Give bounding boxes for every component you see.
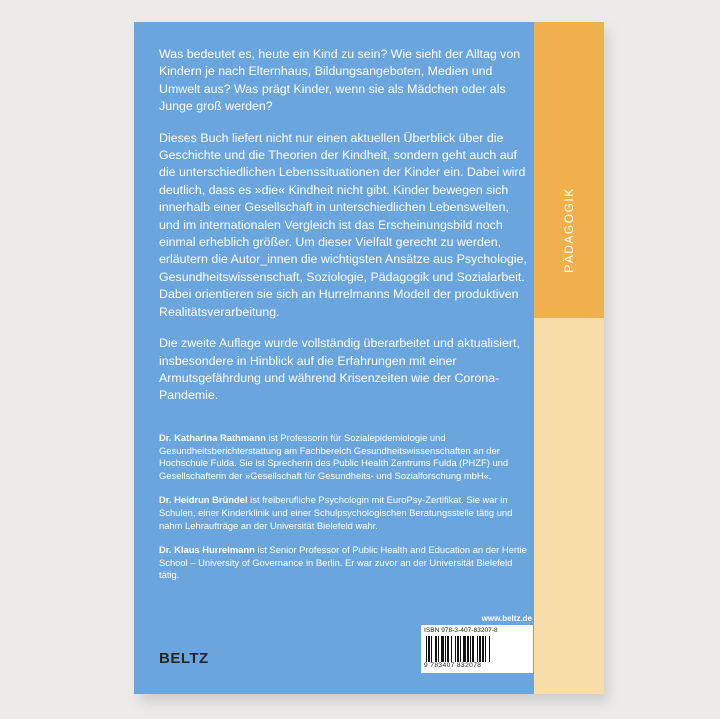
author-bios bbox=[159, 432, 531, 594]
barcode-bar bbox=[467, 636, 469, 662]
blurb-paragraph-2: Dieses Buch liefert nicht nur einen aktuellen Überblick über die Geschichte und die Theorien der Kindheit, sondern geht auch auf die unterschiedlichen Lebenssituationen der Kinder ein. Dabei wird deutlich, dass es »die« Kindheit nicht gibt. Kinder bewegen sich innerhalb einer Gesellschaft in unterschiedlichen Lebenswelten, und im internationalen Vergleich ist das Erscheinungsbild noch einmal erheblich größer. Um dieser Vielfalt gerecht zu werden, erläutern die Autor_innen die wichtigsten Ansätze aus Psychologie, Gesundheitswissenschaft, Soziologie, Pädagogik und Sozialarbeit. Dabei orientieren sie sich an Hurrelmanns Modell der produktiven Realitätsverarbeitung. bbox=[159, 130, 527, 319]
barcode-bar bbox=[477, 636, 478, 662]
category-label-text: PÄDAGOGIK bbox=[562, 187, 576, 273]
barcode-bars bbox=[424, 636, 530, 662]
publisher-logo: BELTZ bbox=[159, 650, 209, 667]
barcode-bar bbox=[431, 636, 432, 662]
author-bio-text: ist freiberufliche Psychologin mit EuroPsy-Zertifikat. Sie war in Schulen, einer Kinderklinik und einer Schulpsychologischen Beratungsstelle tätig und nahm Lehraufträge an der Universität Bielefeld wahr. bbox=[159, 494, 513, 531]
barcode-bar bbox=[463, 636, 466, 662]
barcode-bar bbox=[457, 636, 459, 662]
blurb bbox=[159, 46, 531, 419]
barcode-bar bbox=[489, 636, 490, 662]
isbn-barcode bbox=[421, 625, 533, 673]
author-bio bbox=[159, 432, 531, 482]
barcode-bar bbox=[435, 636, 437, 662]
barcode-bar bbox=[470, 636, 471, 662]
barcode-bar bbox=[445, 636, 446, 662]
publisher-url: www.beltz.de bbox=[481, 614, 532, 623]
isbn-text: ISBN 978-3-407-83207-8 bbox=[424, 627, 498, 634]
blurb-paragraph-3: Die zweite Auflage wurde vollständig überarbeitet und aktualisiert, insbesondere in Hinblick auf die Erfahrungen mit einer Armutsgefährdung und während Krisenzeiten wie der Corona-Pandemie. bbox=[159, 336, 520, 403]
barcode-bar bbox=[472, 636, 474, 662]
author-bio bbox=[159, 544, 531, 582]
author-bio bbox=[159, 494, 531, 532]
barcode-bar bbox=[428, 636, 430, 662]
author-name: Dr. Heidrun Bründel bbox=[159, 494, 248, 506]
barcode-bar bbox=[426, 636, 427, 662]
barcode-bar bbox=[447, 636, 449, 662]
category-label bbox=[536, 170, 602, 290]
author-name: Dr. Klaus Hurrelmann bbox=[159, 544, 255, 556]
barcode-bar bbox=[455, 636, 456, 662]
barcode-bar bbox=[482, 636, 484, 662]
barcode-bar bbox=[441, 636, 444, 662]
author-bio-text: ist Professorin für Sozialepidemiologie und Gesundheitsberichterstattung am Fachbereich Gesundheitswissenschaften an der Hochschule Fulda. Sie ist Sprecherin des Public Health Zentrums Fulda (PHZF) und Gesellschafterin der »Gesellschaft für Gesundheits- und Sozialforschung mbH«. bbox=[159, 432, 509, 481]
barcode-bar bbox=[485, 636, 486, 662]
barcode-bar bbox=[479, 636, 481, 662]
ean-number: 9 783407 832078 bbox=[424, 662, 482, 669]
barcode-bar bbox=[438, 636, 439, 662]
barcode-bar bbox=[460, 636, 461, 662]
blurb-paragraph-1: Was bedeutet es, heute ein Kind zu sein? Wie sieht der Alltag von Kindern je nach Elternhaus, Bildungsangeboten, Medien und Umwelt aus? Was prägt Kinder, wenn sie als Mädchen oder als Junge groß werden? bbox=[159, 47, 521, 114]
author-name: Dr. Katharina Rathmann bbox=[159, 432, 266, 443]
barcode-bar bbox=[451, 636, 452, 662]
author-bio-text: ist Senior Professor of Public Health and Education an der Hertie School – University of Governance in Berlin. Er war zuvor an der Universität Bielefeld tätig. bbox=[159, 544, 527, 581]
